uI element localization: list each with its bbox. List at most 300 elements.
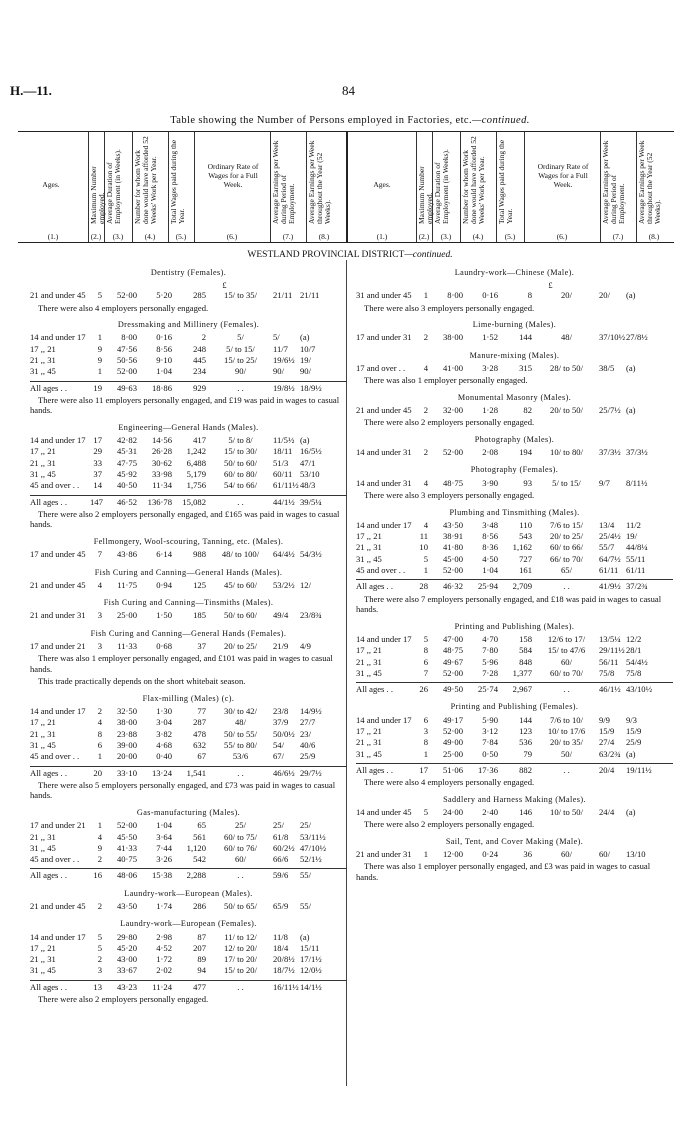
cell-number-52-weeks: 1·04 bbox=[482, 565, 498, 576]
cell-number-52-weeks: 1·28 bbox=[482, 405, 498, 416]
cell-avg-earnings-year: 23/8¾ bbox=[300, 610, 322, 621]
cell-avg-duration: 32·50 bbox=[116, 706, 137, 717]
cell-avg-duration: 47·56 bbox=[116, 343, 137, 354]
cell-max-employed: 1 bbox=[423, 748, 428, 759]
table-row bbox=[356, 849, 673, 860]
trade-section bbox=[356, 464, 673, 500]
section-note: There were also 3 employers personally engaged. bbox=[364, 302, 535, 313]
cell-number-52-weeks: 25·74 bbox=[477, 684, 498, 695]
cell-number-52-weeks: 2·08 bbox=[482, 447, 498, 458]
section-title: Plumbing and Tinsmithing (Males). bbox=[449, 507, 580, 517]
cell-avg-duration: 49·17 bbox=[442, 714, 463, 725]
cell-total-wages: 125 bbox=[193, 579, 206, 590]
cell-avg-earnings-period: 44/1½ bbox=[273, 496, 295, 507]
cell-avg-earnings-year: 25/ bbox=[300, 820, 311, 831]
cell-ordinary-rate: 55/ to 80/ bbox=[224, 740, 257, 751]
cell-total-wages: 248 bbox=[193, 343, 206, 354]
cell-ordinary-rate: . . bbox=[563, 684, 570, 695]
table-row bbox=[30, 344, 347, 355]
cell-avg-duration: 33·67 bbox=[116, 965, 137, 976]
cell-ordinary-rate: 20/ bbox=[561, 290, 572, 301]
cell-number-52-weeks: 5·20 bbox=[156, 290, 172, 301]
cell-max-employed: 5 bbox=[97, 942, 102, 953]
cell-avg-duration: 20·00 bbox=[116, 751, 137, 762]
section-title: Laundry-work—European (Females). bbox=[120, 919, 257, 929]
cell-ordinary-rate: 15/ to 35/ bbox=[224, 290, 257, 301]
cell-total-wages: 561 bbox=[193, 831, 206, 842]
cell-max-employed: 19 bbox=[93, 382, 102, 393]
cell-avg-earnings-period: 25/7½ bbox=[599, 405, 621, 416]
cell-age: 31 ,, 45 bbox=[356, 667, 382, 678]
cell-avg-earnings-period: 21/11 bbox=[273, 290, 293, 301]
colnum-6-right: (6.) bbox=[556, 232, 568, 241]
cell-max-employed: 33 bbox=[93, 457, 102, 468]
cell-avg-earnings-period: 64/7½ bbox=[599, 553, 621, 564]
cell-avg-earnings-period: 75/8 bbox=[599, 667, 615, 678]
cell-avg-duration: 32·00 bbox=[442, 405, 463, 416]
table-row bbox=[356, 634, 673, 645]
cell-age: 31 ,, 45 bbox=[30, 965, 56, 976]
table-row bbox=[356, 565, 673, 576]
cell-avg-earnings-year: 55/ bbox=[300, 900, 311, 911]
cell-age: 17 and over . . bbox=[356, 362, 406, 373]
cell-avg-earnings-period: 46/1½ bbox=[599, 684, 621, 695]
all-ages-row bbox=[30, 766, 347, 779]
cell-max-employed: 1 bbox=[97, 366, 102, 377]
cell-total-wages: 144 bbox=[519, 332, 532, 343]
cell-number-52-weeks: 5·90 bbox=[482, 714, 498, 725]
section-note: There were also 4 employers personally engaged. bbox=[364, 777, 535, 788]
colnum-1-right: (1.) bbox=[376, 232, 388, 241]
cell-avg-duration: 52·00 bbox=[116, 820, 137, 831]
cell-total-wages: 848 bbox=[519, 656, 532, 667]
cell-max-employed: 2 bbox=[97, 954, 102, 965]
cell-number-52-weeks: 5·96 bbox=[482, 656, 498, 667]
cell-total-wages: 929 bbox=[193, 382, 206, 393]
cell-ordinary-rate: 60/ to 76/ bbox=[224, 842, 257, 853]
section-note: There was also 1 employer personally engaged. bbox=[364, 375, 528, 386]
cell-age: 14 and under 31 bbox=[356, 447, 412, 458]
section-title: Fish Curing and Canning—General Hands (Females). bbox=[90, 628, 287, 638]
section-title: Sail, Tent, and Cover Making (Male). bbox=[445, 836, 584, 846]
cell-avg-earnings-period: 11/5½ bbox=[273, 435, 295, 446]
section-note: There were also 7 employers personally engaged, and £18 was paid in wages to casual hands. bbox=[356, 593, 662, 615]
trade-section bbox=[30, 628, 347, 687]
cell-avg-earnings-year: 55/11 bbox=[626, 553, 646, 564]
cell-ordinary-rate: 11/ to 12/ bbox=[224, 931, 257, 942]
cell-ordinary-rate: 66/ to 70/ bbox=[550, 553, 583, 564]
colnum-6: (6.) bbox=[226, 232, 238, 241]
cell-total-wages: 2 bbox=[201, 332, 206, 343]
cell-ordinary-rate: . . bbox=[237, 870, 244, 881]
cell-ordinary-rate: 7/6 to 10/ bbox=[550, 714, 583, 725]
colnum-7: (7.) bbox=[282, 232, 294, 241]
cell-avg-earnings-year: (a) bbox=[626, 748, 636, 759]
all-ages-row bbox=[30, 868, 347, 881]
trade-section bbox=[30, 807, 347, 882]
cell-ordinary-rate: . . bbox=[563, 581, 570, 592]
cell-avg-duration: 23·88 bbox=[116, 728, 137, 739]
cell-avg-duration: 43·50 bbox=[442, 519, 463, 530]
cell-age: All ages . . bbox=[356, 684, 393, 695]
cell-ordinary-rate: 48/ bbox=[561, 332, 572, 343]
cell-age: 14 and under 31 bbox=[356, 477, 412, 488]
cell-max-employed: 7 bbox=[423, 667, 428, 678]
cell-avg-earnings-period: 63/2¾ bbox=[599, 748, 621, 759]
cell-total-wages: 185 bbox=[193, 610, 206, 621]
header-number-52-weeks: Number for whom Work done would have afforded 52 Weeks' Work per Year. bbox=[133, 136, 158, 224]
cell-avg-earnings-year: 14/9½ bbox=[300, 706, 322, 717]
table-header bbox=[18, 131, 674, 243]
cell-total-wages: 158 bbox=[519, 633, 532, 644]
cell-avg-earnings-period: 37/9 bbox=[273, 717, 289, 728]
cell-avg-duration: 49·50 bbox=[442, 684, 463, 695]
cell-total-wages: 477 bbox=[193, 981, 206, 992]
cell-total-wages: 1,162 bbox=[512, 542, 532, 553]
cell-avg-earnings-period: 19/6½ bbox=[273, 354, 295, 365]
cell-ordinary-rate: 50/ to 60/ bbox=[224, 610, 257, 621]
cell-avg-earnings-period: 90/ bbox=[273, 366, 284, 377]
cell-number-52-weeks: 8·56 bbox=[156, 343, 172, 354]
table-row bbox=[30, 706, 347, 717]
cell-ordinary-rate: 15/ to 20/ bbox=[224, 965, 257, 976]
cell-age: 14 and under 45 bbox=[356, 807, 412, 817]
cell-ordinary-rate: 30/ to 42/ bbox=[224, 706, 257, 717]
cell-total-wages: 315 bbox=[519, 362, 532, 373]
cell-avg-duration: 48·75 bbox=[442, 645, 463, 656]
cell-age: 17 ,, 21 bbox=[30, 446, 56, 457]
cell-avg-duration: 41·33 bbox=[116, 842, 137, 853]
cell-max-employed: 29 bbox=[93, 446, 102, 457]
cell-age: 14 and under 17 bbox=[30, 706, 86, 717]
cell-avg-earnings-period: 25/ bbox=[273, 820, 284, 831]
cell-max-employed: 17 bbox=[93, 435, 102, 446]
cell-max-employed: 13 bbox=[93, 981, 102, 992]
colnum-1: (1.) bbox=[47, 232, 59, 241]
cell-number-52-weeks: 11·24 bbox=[152, 981, 172, 992]
cell-age: 14 and under 17 bbox=[30, 435, 86, 446]
cell-total-wages: 1,377 bbox=[512, 667, 532, 678]
header-ordinary-rate: Ordinary Rate of Wages for a Full Week. bbox=[207, 162, 259, 189]
cell-avg-earnings-year: 55/ bbox=[300, 870, 311, 881]
cell-avg-earnings-year: 19/11½ bbox=[626, 764, 652, 775]
cell-ordinary-rate: . . bbox=[237, 496, 244, 507]
cell-total-wages: 536 bbox=[519, 737, 532, 748]
cell-total-wages: 87 bbox=[197, 931, 206, 942]
cell-max-employed: 4 bbox=[423, 477, 428, 488]
cell-avg-duration: 33·10 bbox=[116, 767, 137, 778]
section-note: There were also 4 employers personally engaged. bbox=[38, 302, 209, 313]
table-title-continued: —continued. bbox=[472, 115, 530, 126]
cell-avg-earnings-period: 37/3½ bbox=[599, 447, 621, 458]
table-row bbox=[30, 435, 347, 446]
cell-ordinary-rate: 48/ to 100/ bbox=[221, 549, 260, 560]
cell-number-52-weeks: 33·98 bbox=[151, 469, 172, 480]
trade-section bbox=[356, 701, 673, 787]
all-ages-row bbox=[356, 682, 673, 695]
cell-avg-earnings-period: 11/8 bbox=[273, 931, 288, 942]
cell-avg-earnings-period: 61/11 bbox=[599, 565, 619, 576]
cell-number-52-weeks: 14·56 bbox=[151, 435, 172, 446]
cell-max-employed: 2 bbox=[423, 332, 428, 343]
cell-max-employed: 9 bbox=[97, 842, 102, 853]
header-total-wages: Total Wages paid during the Year. bbox=[169, 139, 186, 224]
cell-avg-earnings-year: 8/11½ bbox=[626, 477, 648, 488]
section-title: Fish Curing and Canning—Tinsmiths (Males). bbox=[103, 598, 274, 608]
cell-number-52-weeks: 4·52 bbox=[156, 942, 172, 953]
cell-age: 31 ,, 45 bbox=[356, 553, 382, 564]
cell-max-employed: 26 bbox=[419, 684, 428, 695]
cell-age: 17 ,, 21 bbox=[356, 645, 382, 656]
cell-number-52-weeks: 0·24 bbox=[482, 849, 498, 860]
cell-max-employed: 1 bbox=[97, 751, 102, 762]
cell-ordinary-rate: 60/ bbox=[561, 656, 572, 667]
cell-age: 21 ,, 31 bbox=[30, 354, 56, 365]
cell-avg-duration: 40·75 bbox=[116, 854, 137, 865]
cell-total-wages: 77 bbox=[197, 706, 206, 717]
section-title: Fish Curing and Canning—General Hands (Males). bbox=[94, 567, 283, 577]
cell-total-wages: 207 bbox=[193, 942, 206, 953]
cell-age: 45 and over . . bbox=[30, 480, 80, 491]
cell-ordinary-rate: 12/ to 20/ bbox=[224, 942, 257, 953]
cell-avg-earnings-year: 14/1½ bbox=[300, 981, 322, 992]
cell-avg-earnings-year: (a) bbox=[300, 931, 310, 942]
cell-ordinary-rate: 17/ to 20/ bbox=[224, 954, 257, 965]
cell-number-52-weeks: 3·90 bbox=[482, 477, 498, 488]
cell-ordinary-rate: 10/ to 50/ bbox=[550, 807, 583, 817]
cell-ordinary-rate: 20/ to 50/ bbox=[550, 405, 583, 416]
trade-section bbox=[356, 621, 673, 696]
cell-max-employed: 9 bbox=[97, 343, 102, 354]
section-title: Flax-milling (Males) (c). bbox=[142, 693, 235, 703]
cell-max-employed: 16 bbox=[93, 870, 102, 881]
cell-total-wages: 632 bbox=[193, 740, 206, 751]
trade-section bbox=[356, 392, 673, 428]
cell-max-employed: 4 bbox=[423, 362, 428, 373]
cell-age: 21 ,, 31 bbox=[30, 831, 56, 842]
section-title: Gas-manufacturing (Males). bbox=[136, 807, 241, 817]
header-number-52-weeks-right: Number for whom Work done would have afforded 52 Weeks' Work per Year. bbox=[461, 136, 486, 224]
cell-avg-earnings-year: 23/ bbox=[300, 728, 311, 739]
cell-avg-earnings-year: 19/ bbox=[626, 531, 637, 542]
cell-avg-earnings-year: 53/10 bbox=[300, 469, 320, 480]
cell-avg-earnings-year: 37/3½ bbox=[626, 447, 648, 458]
cell-max-employed: 1 bbox=[423, 290, 428, 301]
cell-number-52-weeks: 1·50 bbox=[156, 610, 172, 621]
cell-age: 45 and over . . bbox=[356, 565, 406, 576]
table-row bbox=[30, 641, 347, 652]
table-row bbox=[30, 355, 347, 366]
cell-max-employed: 5 bbox=[97, 290, 102, 301]
table-row bbox=[356, 715, 673, 726]
cell-max-employed: 6 bbox=[97, 740, 102, 751]
section-note: There were also 11 employers personally engaged, and £19 was paid in wages to casual hands. bbox=[30, 394, 340, 416]
trade-section bbox=[356, 319, 673, 344]
cell-number-52-weeks: 1·04 bbox=[156, 366, 172, 377]
cell-avg-earnings-year: 53/11½ bbox=[300, 831, 326, 842]
table-row bbox=[356, 554, 673, 565]
cell-avg-earnings-year: 25/9 bbox=[626, 737, 642, 748]
cell-avg-earnings-year: (a) bbox=[300, 332, 310, 343]
cell-avg-earnings-year: 47/1 bbox=[300, 457, 316, 468]
colnum-3: (3.) bbox=[112, 232, 124, 241]
colnum-2-right: (2.) bbox=[418, 232, 430, 241]
cell-avg-earnings-year: 75/8 bbox=[626, 667, 642, 678]
cell-avg-earnings-year: 40/6 bbox=[300, 740, 316, 751]
cell-number-52-weeks: 1·52 bbox=[482, 332, 498, 343]
cell-avg-duration: 52·00 bbox=[116, 290, 137, 301]
cell-number-52-weeks: 2·40 bbox=[482, 807, 498, 817]
section-title: Photography (Males). bbox=[474, 434, 555, 444]
cell-avg-earnings-period: 21/9 bbox=[273, 641, 289, 652]
header-avg-earnings-period: Average Earnings per Week during Period of Employment. bbox=[271, 140, 296, 224]
cell-max-employed: 20 bbox=[93, 767, 102, 778]
cell-avg-earnings-year: 11/2 bbox=[626, 519, 641, 530]
table-row bbox=[30, 717, 347, 728]
table-row bbox=[356, 520, 673, 531]
section-title: Printing and Publishing (Females). bbox=[450, 702, 579, 712]
cell-avg-duration: 48·75 bbox=[442, 477, 463, 488]
cell-avg-earnings-period: 13/4 bbox=[599, 519, 615, 530]
cell-max-employed: 5 bbox=[423, 553, 428, 564]
trade-section bbox=[30, 693, 347, 801]
cell-total-wages: 15,082 bbox=[182, 496, 206, 507]
section-title: Dentistry (Females). bbox=[150, 268, 227, 277]
cell-ordinary-rate: 60/ bbox=[561, 849, 572, 860]
cell-number-52-weeks: 18·86 bbox=[151, 382, 172, 393]
cell-avg-earnings-period: 60/ bbox=[599, 849, 610, 860]
cell-avg-earnings-period: 66/6 bbox=[273, 854, 289, 865]
cell-avg-earnings-year: 37/2¾ bbox=[626, 581, 648, 592]
cell-ordinary-rate: 50/ to 55/ bbox=[224, 728, 257, 739]
cell-max-employed: 3 bbox=[97, 641, 102, 652]
cell-total-wages: 2,288 bbox=[186, 870, 206, 881]
cell-total-wages: 1,242 bbox=[186, 446, 206, 457]
cell-avg-duration: 25·00 bbox=[442, 748, 463, 759]
cell-total-wages: 988 bbox=[193, 549, 206, 560]
cell-avg-earnings-period: 65/9 bbox=[273, 900, 289, 911]
cell-avg-duration: 46·32 bbox=[442, 581, 463, 592]
cell-total-wages: 144 bbox=[519, 714, 532, 725]
table-title bbox=[0, 115, 700, 126]
cell-total-wages: 1,756 bbox=[186, 480, 206, 491]
cell-number-52-weeks: 0·16 bbox=[156, 332, 172, 343]
cell-age: 21 and under 45 bbox=[356, 405, 412, 416]
cell-avg-duration: 51·06 bbox=[442, 764, 463, 775]
cell-total-wages: 5,179 bbox=[186, 469, 206, 480]
cell-total-wages: 82 bbox=[523, 405, 532, 416]
cell-ordinary-rate: 50/ to 65/ bbox=[224, 900, 257, 911]
cell-total-wages: 123 bbox=[519, 726, 532, 737]
cell-max-employed: 9 bbox=[97, 354, 102, 365]
cell-total-wages: 234 bbox=[193, 366, 206, 377]
cell-avg-earnings-year: 47/10½ bbox=[300, 842, 327, 853]
cell-avg-duration: 43·86 bbox=[116, 549, 137, 560]
table-row bbox=[356, 290, 673, 301]
cell-ordinary-rate: 20/ to 35/ bbox=[550, 737, 583, 748]
cell-age: All ages . . bbox=[30, 382, 67, 393]
table-row bbox=[356, 478, 673, 489]
cell-avg-earnings-year: 15/11 bbox=[300, 942, 320, 953]
pound-sign: £ bbox=[222, 281, 227, 291]
cell-avg-duration: 47·75 bbox=[116, 457, 137, 468]
cell-avg-duration: 24·00 bbox=[442, 807, 463, 817]
trade-section bbox=[30, 422, 347, 530]
cell-total-wages: 417 bbox=[193, 435, 206, 446]
table-row bbox=[356, 807, 673, 818]
header-ages: Ages. bbox=[42, 180, 60, 189]
cell-max-employed: 5 bbox=[97, 931, 102, 942]
cell-avg-duration: 48·06 bbox=[116, 870, 137, 881]
table-row bbox=[30, 832, 347, 843]
header-ages-right: Ages. bbox=[373, 180, 391, 189]
cell-total-wages: 37 bbox=[197, 641, 206, 652]
cell-total-wages: 2,967 bbox=[512, 684, 532, 695]
header-avg-earnings-year-right: Average Earnings per Week throughout the Year (52 Weeks). bbox=[637, 140, 662, 224]
cell-age: 31 ,, 45 bbox=[30, 842, 56, 853]
cell-avg-earnings-year: 39/5¼ bbox=[300, 496, 322, 507]
header-max-employed-right: Maximum Number employed. bbox=[417, 166, 434, 224]
table-row bbox=[30, 610, 347, 621]
header-ordinary-rate-right: Ordinary Rate of Wages for a Full Week. bbox=[537, 162, 589, 189]
cell-avg-duration: 40·50 bbox=[116, 480, 137, 491]
table-row bbox=[30, 332, 347, 343]
cell-avg-earnings-period: 60/2½ bbox=[273, 842, 295, 853]
cell-avg-duration: 52·00 bbox=[442, 565, 463, 576]
table-row bbox=[356, 726, 673, 737]
cell-ordinary-rate: 10/ to 17/6 bbox=[547, 726, 586, 737]
cell-ordinary-rate: 10/ to 80/ bbox=[550, 447, 583, 458]
trade-section bbox=[356, 434, 673, 459]
section-note: There were also 5 employers personally engaged, and £73 was paid in wages to casual hands. bbox=[30, 779, 336, 801]
cell-avg-duration: 25·00 bbox=[116, 610, 137, 621]
cell-max-employed: 2 bbox=[97, 900, 102, 911]
table-row bbox=[30, 549, 347, 560]
cell-number-52-weeks: 13·24 bbox=[151, 767, 172, 778]
cell-age: 21 and under 45 bbox=[30, 290, 86, 301]
table-row bbox=[30, 480, 347, 491]
cell-avg-earnings-period: 59/6 bbox=[273, 870, 289, 881]
table-row bbox=[356, 645, 673, 656]
section-note: There were also 2 employers personally engaged. bbox=[364, 819, 535, 830]
header-total-wages-right: Total Wages paid during the Year. bbox=[497, 139, 514, 224]
cell-ordinary-rate: 45/ to 60/ bbox=[224, 579, 257, 590]
cell-number-52-weeks: 4·68 bbox=[156, 740, 172, 751]
cell-avg-earnings-period: 51/3 bbox=[273, 457, 289, 468]
cell-avg-earnings-year: (a) bbox=[626, 362, 636, 373]
cell-total-wages: 542 bbox=[193, 854, 206, 865]
header-max-employed: Maximum Number employed. bbox=[89, 166, 106, 224]
table-row bbox=[30, 740, 347, 751]
cell-total-wages: 727 bbox=[519, 553, 532, 564]
cell-max-employed: 4 bbox=[97, 579, 102, 590]
cell-age: 31 ,, 45 bbox=[30, 366, 56, 377]
cell-total-wages: 8 bbox=[527, 290, 532, 301]
cell-avg-earnings-period: 20/ bbox=[599, 290, 610, 301]
section-title: Printing and Publishing (Males). bbox=[454, 621, 575, 631]
cell-avg-duration: 39·00 bbox=[116, 740, 137, 751]
cell-avg-duration: 45·50 bbox=[116, 831, 137, 842]
cell-age: 21 and under 45 bbox=[30, 579, 86, 590]
cell-number-52-weeks: 25·94 bbox=[477, 581, 498, 592]
colnum-8: (8.) bbox=[318, 232, 330, 241]
cell-max-employed: 4 bbox=[97, 831, 102, 842]
cell-ordinary-rate: 60/ to 70/ bbox=[550, 667, 583, 678]
page-identifier: H.—11. bbox=[10, 83, 52, 98]
header-avg-duration-right: Average Duration of Employment (in Weeks). bbox=[433, 149, 450, 224]
cell-age: 17 and under 31 bbox=[356, 332, 412, 343]
cell-total-wages: 445 bbox=[193, 354, 206, 365]
